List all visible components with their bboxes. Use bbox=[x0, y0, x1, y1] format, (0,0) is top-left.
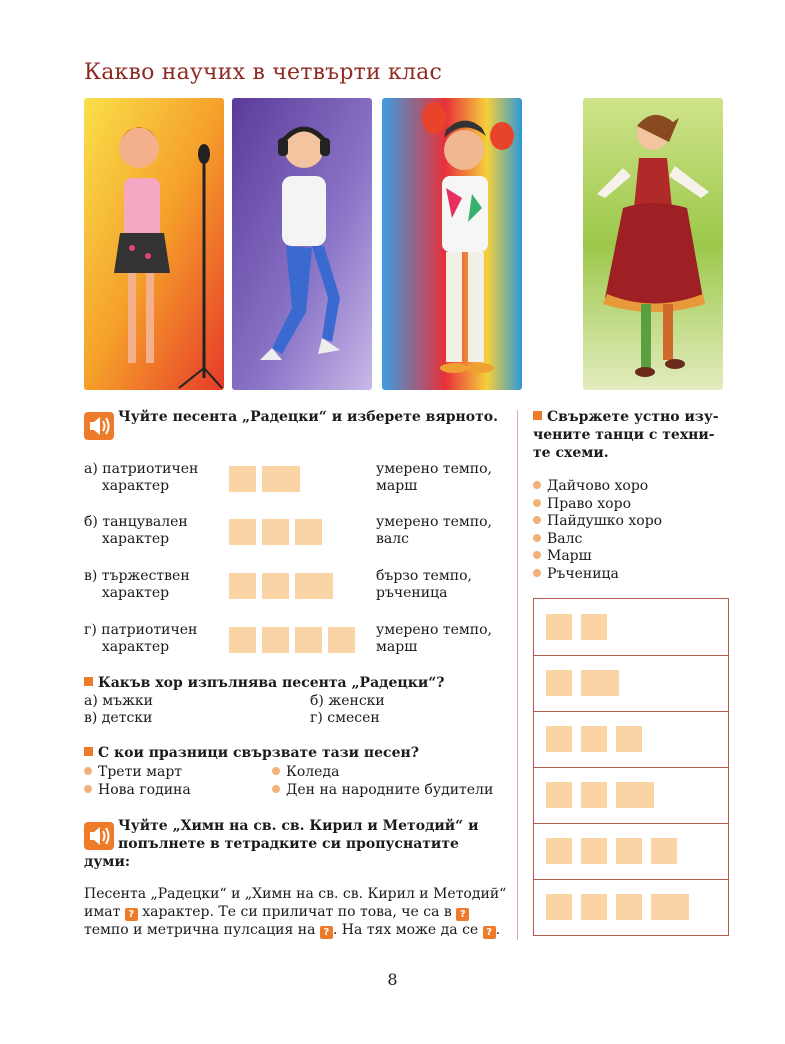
rhythm-box bbox=[616, 782, 654, 808]
task1-instruction: Чуйте песента „Радецки“ и изберете вярното. bbox=[118, 409, 498, 425]
holiday-answer[interactable]: Нова година bbox=[84, 782, 191, 799]
dance-item: Право хоро bbox=[533, 496, 662, 514]
rhythm-box bbox=[295, 519, 322, 545]
bullet-dot-icon bbox=[84, 767, 92, 775]
task3-question: С кои празници свързвате тази песен? bbox=[84, 744, 419, 762]
rhythm-box bbox=[262, 466, 300, 492]
holiday-answer[interactable]: Трети март bbox=[84, 764, 182, 781]
question-mark-icon[interactable]: ? bbox=[483, 926, 496, 939]
rhythm-box bbox=[262, 573, 289, 599]
rhythm-box bbox=[229, 519, 256, 545]
task4-instruction-line1: Чуйте „Химн на св. св. Кирил и Методий“ и bbox=[118, 818, 479, 834]
rhythm-box bbox=[581, 614, 607, 640]
bullet-dot-icon bbox=[272, 785, 280, 793]
choir-answer[interactable]: б) женски bbox=[310, 693, 385, 709]
paragraph-line2: имат ? характер. Те си приличат по това, че са в ? bbox=[84, 904, 469, 921]
bullet-dot-icon bbox=[533, 481, 541, 489]
task4-instruction-line2: попълнете в тетрадките си пропуснатите bbox=[118, 836, 459, 852]
paragraph-line1: Песента „Радецки“ и „Химн на св. св. Кирил и Методий“ bbox=[84, 886, 507, 902]
option-a-tempo: умерено темпо, марш bbox=[376, 461, 492, 494]
question-mark-icon[interactable]: ? bbox=[456, 908, 469, 921]
rhythm-box bbox=[581, 670, 619, 696]
rhythm-box bbox=[581, 838, 607, 864]
dance-item: Ръченица bbox=[533, 566, 662, 584]
rhythm-box bbox=[581, 782, 607, 808]
rhythm-box bbox=[546, 726, 572, 752]
option-d-tempo: умерено темпо, марш bbox=[376, 622, 492, 655]
rhythm-box bbox=[546, 894, 572, 920]
rhythm-box bbox=[546, 838, 572, 864]
scheme-row[interactable] bbox=[534, 879, 728, 935]
task5-instruction: Свържете устно изу- чените танци с техни- те схеми. bbox=[533, 409, 719, 461]
scheme-row[interactable] bbox=[534, 823, 728, 880]
dance-list bbox=[533, 478, 662, 583]
bullet-dot-icon bbox=[533, 569, 541, 577]
dance-item: Пайдушко хоро bbox=[533, 513, 662, 531]
rhythm-box bbox=[546, 670, 572, 696]
scheme-row[interactable] bbox=[534, 767, 728, 824]
question-mark-icon[interactable]: ? bbox=[320, 926, 333, 939]
bullet-dot-icon bbox=[84, 785, 92, 793]
rhythm-box bbox=[616, 838, 642, 864]
rhythm-box bbox=[229, 573, 256, 599]
page-title: Какво научих в четвърти клас bbox=[84, 60, 443, 85]
paragraph-line3: темпо и метрична пулсация на ? . На тях може да се ? . bbox=[84, 922, 501, 938]
choir-answer[interactable]: в) детски bbox=[84, 710, 153, 726]
rhythm-box bbox=[581, 726, 607, 752]
rhythm-box bbox=[581, 894, 607, 920]
option-a-character: а) патриотичен характер bbox=[84, 461, 199, 494]
rhythm-box bbox=[616, 726, 642, 752]
rhythm-box bbox=[546, 614, 572, 640]
rhythm-box bbox=[229, 466, 256, 492]
dance-item: Марш bbox=[533, 548, 662, 566]
bullet-square-icon bbox=[84, 677, 93, 686]
rhythm-box bbox=[295, 627, 322, 653]
question-mark-icon[interactable]: ? bbox=[125, 908, 138, 921]
bullet-dot-icon bbox=[533, 516, 541, 524]
rhythm-box bbox=[295, 573, 333, 599]
rhythm-box bbox=[546, 782, 572, 808]
singer-girl-illustration bbox=[84, 98, 224, 390]
speaker-icon[interactable] bbox=[84, 412, 114, 440]
bullet-square-icon bbox=[84, 747, 93, 756]
rhythm-box bbox=[651, 894, 689, 920]
folk-dancer-girl-illustration bbox=[583, 98, 723, 390]
bullet-dot-icon bbox=[272, 767, 280, 775]
rhythm-box bbox=[328, 627, 355, 653]
task4-instruction-line3: думи: bbox=[84, 854, 131, 870]
option-c-tempo: бързо темпо, ръченица bbox=[376, 568, 472, 601]
rhythm-box bbox=[262, 519, 289, 545]
page-number: 8 bbox=[387, 970, 398, 989]
headphones-boy-illustration bbox=[232, 98, 372, 390]
option-b-tempo: умерено темпо, валс bbox=[376, 514, 492, 547]
rhythm-box bbox=[229, 627, 256, 653]
rhythm-box bbox=[651, 838, 677, 864]
scheme-row[interactable] bbox=[534, 711, 728, 768]
bullet-dot-icon bbox=[533, 551, 541, 559]
option-b-character: б) танцувален характер bbox=[84, 514, 188, 547]
option-c-character: в) тържествен характер bbox=[84, 568, 190, 601]
task2-question: Какъв хор изпълнява песента „Радецки“? bbox=[84, 674, 444, 692]
rhythm-box bbox=[262, 627, 289, 653]
dance-item: Дайчово хоро bbox=[533, 478, 662, 496]
choir-answer[interactable]: а) мъжки bbox=[84, 693, 154, 709]
scheme-row[interactable] bbox=[534, 599, 728, 656]
maracas-boy-illustration bbox=[382, 98, 522, 390]
bullet-dot-icon bbox=[533, 499, 541, 507]
bullet-dot-icon bbox=[533, 534, 541, 542]
rhythm-box bbox=[616, 894, 642, 920]
bullet-square-icon bbox=[533, 411, 542, 420]
scheme-row[interactable] bbox=[534, 655, 728, 712]
option-d-character: г) патриотичен характер bbox=[84, 622, 198, 655]
dance-item: Валс bbox=[533, 531, 662, 549]
dance-schemes-table bbox=[533, 598, 729, 936]
holiday-answer[interactable]: Ден на народните будители bbox=[272, 782, 493, 799]
speaker-icon[interactable] bbox=[84, 822, 114, 850]
holiday-answer[interactable]: Коледа bbox=[272, 764, 339, 781]
column-divider bbox=[517, 410, 518, 940]
choir-answer[interactable]: г) смесен bbox=[310, 710, 380, 726]
